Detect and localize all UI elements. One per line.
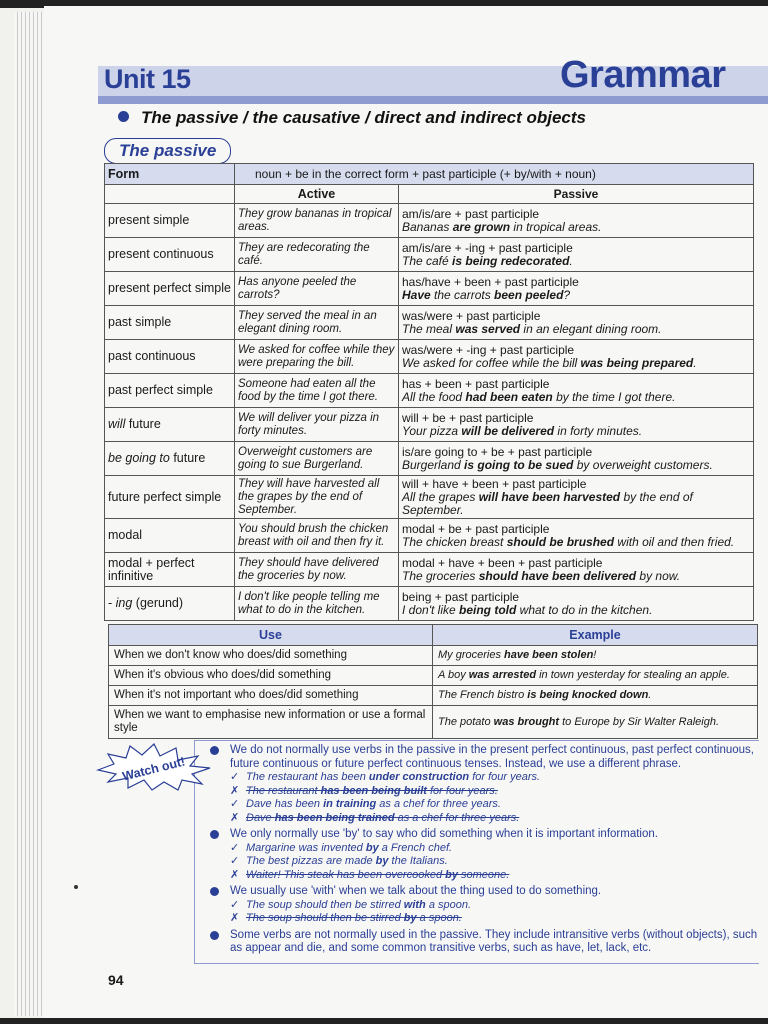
section-title: Grammar: [560, 54, 726, 96]
active-example: Overweight customers are going to sue Burgerland.: [235, 442, 399, 476]
cross-icon: ✗: [230, 912, 240, 924]
example-text: Waiter! This steak has been overcooked by someone.: [246, 868, 510, 881]
passive-row: [105, 272, 754, 306]
passive-cell: [399, 519, 754, 553]
passive-cell: [399, 476, 754, 519]
example-text: The restaurant has been under construction for four years.: [246, 771, 541, 783]
check-icon: ✓: [230, 798, 240, 810]
tense-cell: present continuous: [105, 238, 235, 272]
tense-cell: - ing (gerund): [105, 587, 235, 621]
active-example: Has anyone peeled the carrots?: [235, 272, 399, 306]
incorrect-example: [198, 912, 764, 926]
passive-example: The chicken breast should be brushed with oil and then fried.: [402, 534, 735, 549]
use-rows: [109, 646, 758, 739]
scan-bottom-edge: [0, 1018, 768, 1024]
passive-cell: [399, 272, 754, 306]
passive-rule: am/is/are + past participle: [402, 206, 540, 221]
passive-cell: [399, 204, 754, 238]
point-text: We usually use 'with' when we talk about the thing used to do something.: [230, 885, 602, 897]
passive-row: [105, 340, 754, 374]
use-row: [109, 666, 758, 686]
example-text: The best pizzas are made by the Italians.: [246, 855, 448, 867]
correct-example: [198, 842, 764, 856]
form-rule: noun + be in the correct form + past participle (+ by/with + noun): [235, 164, 754, 185]
passive-row: [105, 408, 754, 442]
unit-band-underline: [98, 96, 768, 104]
passive-rule: was/were + -ing + past participle: [402, 342, 575, 357]
passive-cell: [399, 306, 754, 340]
correct-example: [198, 899, 764, 913]
subtitle-text: The passive / the causative / direct and indirect objects: [141, 108, 586, 127]
scan-speck: [74, 885, 78, 889]
tense-cell: present simple: [105, 204, 235, 238]
passive-row: [105, 553, 754, 587]
passive-row: [105, 238, 754, 272]
correct-example: [198, 798, 764, 812]
passive-cell: [399, 442, 754, 476]
tense-cell: past simple: [105, 306, 235, 340]
point-text: We only normally use 'by' to say who did something when it is important information.: [230, 828, 658, 840]
use-table: [108, 624, 758, 739]
use-row: [109, 686, 758, 706]
example-text: Margarine was invented by a French chef.: [246, 841, 453, 854]
passive-rule: being + past participle: [402, 589, 520, 604]
header-tense: [105, 185, 235, 204]
example-cell: The French bistro is being knocked down.: [433, 686, 758, 706]
passive-example: The groceries should have been delivered by now.: [402, 568, 681, 583]
passive-heading: The passive: [104, 138, 231, 164]
check-icon: ✓: [230, 771, 240, 783]
cross-icon: ✗: [230, 868, 240, 881]
passive-row: [105, 519, 754, 553]
watch-out-point: [198, 744, 764, 771]
active-example: I don't like people telling me what to do in the kitchen.: [235, 587, 399, 621]
passive-example: All the food had been eaten by the time I got there.: [402, 389, 676, 404]
example-text: The soup should then be stirred with a spoon.: [246, 898, 472, 911]
correct-example: [198, 855, 764, 869]
unit-title: Unit 15: [104, 64, 191, 94]
passive-example: I don't like being told what to do in the kitchen.: [402, 602, 653, 617]
passive-rows: [105, 204, 754, 621]
use-header: Use: [109, 625, 433, 646]
use-row: [109, 706, 758, 739]
use-cell: When it's obvious who does/did something: [109, 666, 433, 686]
passive-example: The meal was served in an elegant dining room.: [402, 321, 662, 336]
example-header: Example: [433, 625, 758, 646]
tense-cell: past continuous: [105, 340, 235, 374]
form-label: Form: [105, 164, 235, 185]
active-example: You should brush the chicken breast with oil and then fry it.: [235, 519, 399, 553]
tense-cell: will future: [105, 408, 235, 442]
check-icon: ✓: [230, 841, 240, 854]
bullet-icon: [210, 931, 219, 940]
use-cell: When it's not important who does/did something: [109, 686, 433, 706]
active-example: They will have harvested all the grapes by the end of September.: [235, 476, 399, 519]
passive-row: [105, 587, 754, 621]
active-example: We asked for coffee while they were preparing the bill.: [235, 340, 399, 374]
watch-out-point: [198, 828, 764, 842]
passive-example: Your pizza will be delivered in forty minutes.: [402, 423, 643, 438]
passive-cell: [399, 408, 754, 442]
watch-out-notes: [198, 744, 764, 956]
incorrect-example: [198, 812, 764, 826]
use-cell: When we don't know who does/did something: [109, 646, 433, 666]
tense-cell: be going to future: [105, 442, 235, 476]
example-cell: My groceries have been stolen!: [433, 646, 758, 666]
passive-row: [105, 476, 754, 519]
header-active: Active: [235, 185, 399, 204]
passive-cell: [399, 553, 754, 587]
passive-rule: has/have + been + past participle: [402, 274, 579, 289]
passive-rule: has + been + past participle: [402, 376, 550, 391]
point-text: We do not normally use verbs in the passive in the present perfect continuous, past perfect continuous, future continuous or future perfect continuous tenses. Instead, we use a different phrase.: [230, 744, 754, 770]
bullet-icon: [118, 111, 129, 122]
passive-example: The café is being redecorated.: [402, 253, 573, 268]
example-cell: A boy was arrested in town yesterday for stealing an apple.: [433, 666, 758, 686]
passive-example: All the grapes will have been harvested by the end of September.: [402, 489, 693, 517]
header-row: [105, 185, 754, 204]
example-text: The soup should then be stirred by a spoon.: [246, 912, 462, 924]
passive-rule: will + have + been + past participle: [402, 476, 587, 491]
passive-cell: [399, 587, 754, 621]
bullet-icon: [210, 746, 219, 755]
example-text: Dave has been being trained as a chef for three years.: [246, 811, 520, 824]
passive-example: Have the carrots been peeled?: [402, 287, 571, 302]
check-icon: ✓: [230, 855, 240, 867]
use-cell: When we want to emphasise new information or use a formal style: [109, 706, 433, 739]
watch-out-burst-icon: [94, 740, 214, 792]
passive-cell: [399, 374, 754, 408]
passive-row: [105, 442, 754, 476]
bullet-icon: [210, 830, 219, 839]
passive-example: Burgerland is going to be sued by overweight customers.: [402, 457, 713, 472]
tense-cell: past perfect simple: [105, 374, 235, 408]
passive-row: [105, 306, 754, 340]
active-example: They grow bananas in tropical areas.: [235, 204, 399, 238]
active-example: Someone had eaten all the food by the time I got there.: [235, 374, 399, 408]
form-row: [105, 164, 754, 185]
watch-out-point: [198, 885, 764, 899]
example-text: The restaurant has been being built for four years.: [246, 784, 498, 797]
tense-cell: future perfect simple: [105, 476, 235, 519]
incorrect-example: [198, 785, 764, 799]
watch-out-point: [198, 929, 764, 956]
cross-icon: ✗: [230, 811, 240, 824]
use-header-row: [109, 625, 758, 646]
tense-cell: present perfect simple: [105, 272, 235, 306]
example-cell: The potato was brought to Europe by Sir Walter Raleigh.: [433, 706, 758, 739]
correct-example: [198, 771, 764, 785]
incorrect-example: [198, 869, 764, 883]
passive-rule: modal + have + been + past participle: [402, 555, 603, 570]
passive-cell: [399, 340, 754, 374]
cross-icon: ✗: [230, 784, 240, 797]
passive-cell: [399, 238, 754, 272]
example-text: Dave has been in training as a chef for three years.: [246, 798, 501, 810]
active-example: They are redecorating the café.: [235, 238, 399, 272]
passive-row: [105, 374, 754, 408]
passive-rule: will + be + past participle: [402, 410, 534, 425]
page-subtitle: [118, 108, 586, 128]
active-example: They should have delivered the groceries by now.: [235, 553, 399, 587]
passive-row: [105, 204, 754, 238]
check-icon: ✓: [230, 898, 240, 911]
passive-rule: modal + be + past participle: [402, 521, 550, 536]
bullet-icon: [210, 887, 219, 896]
passive-example: We asked for coffee while the bill was being prepared.: [402, 355, 697, 370]
active-example: They served the meal in an elegant dining room.: [235, 306, 399, 340]
watch-out-label: Watch out!: [120, 754, 187, 784]
passive-example: Bananas are grown in tropical areas.: [402, 219, 602, 234]
tense-cell: modal: [105, 519, 235, 553]
page-number: 94: [108, 972, 124, 988]
tense-cell: modal + perfect infinitive: [105, 553, 235, 587]
passive-rule: was/were + past participle: [402, 308, 541, 323]
passive-rule: am/is/are + -ing + past participle: [402, 240, 573, 255]
page-edges: [14, 12, 48, 1016]
header-passive: Passive: [399, 185, 754, 204]
point-text: Some verbs are not normally used in the passive. They include intransitive verbs (without objects), such as appear and die, and some common transitive verbs, such as have, let, lack, etc.: [230, 928, 758, 954]
use-row: [109, 646, 758, 666]
active-example: We will deliver your pizza in forty minutes.: [235, 408, 399, 442]
passive-rule: is/are going to + be + past participle: [402, 444, 593, 459]
passive-table: [104, 163, 754, 621]
